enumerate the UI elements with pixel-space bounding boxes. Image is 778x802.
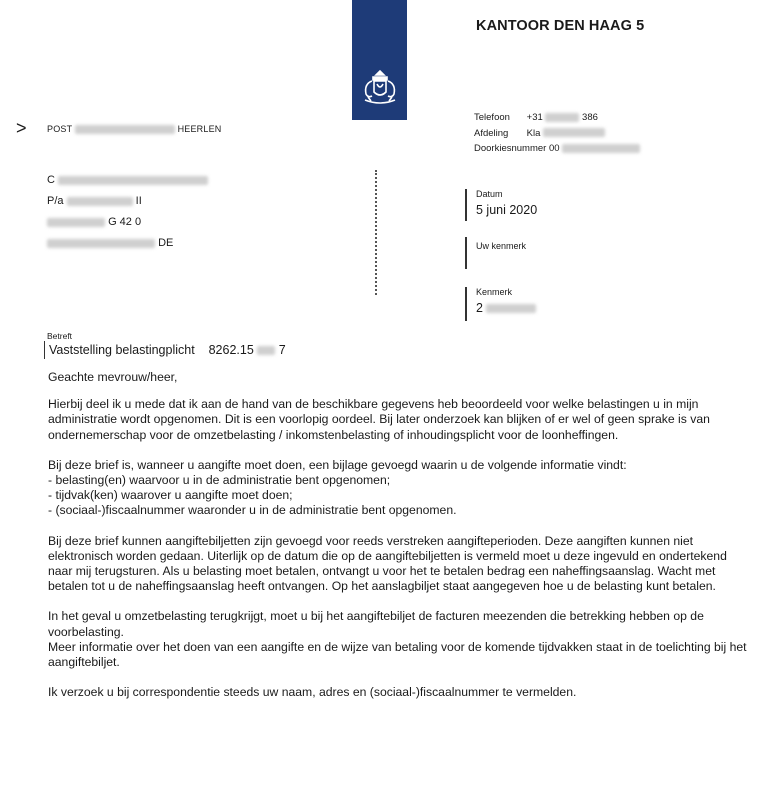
redaction bbox=[562, 144, 640, 153]
redaction bbox=[543, 128, 605, 137]
redaction bbox=[47, 218, 105, 227]
recipient-line-1 bbox=[47, 170, 208, 191]
date-value: 5 juni 2020 bbox=[476, 203, 538, 217]
contact-block bbox=[474, 110, 640, 157]
your-reference-field bbox=[465, 237, 526, 269]
reference-value bbox=[476, 301, 536, 315]
phone-label: Telefoon bbox=[474, 112, 510, 123]
department-value: Kla bbox=[526, 127, 541, 139]
paragraph-2-intro: Bij deze brief is, wanneer u aangifte moet doen, een bijlage gevoegd waarin u de volgende informatie vindt: bbox=[48, 457, 627, 472]
list-item: - (sociaal-)fiscaalnummer waaronder u in de administratie bent opgenomen. bbox=[48, 503, 457, 518]
recipient-line-3 bbox=[47, 212, 208, 233]
subject-number-start: 8262.15 bbox=[208, 343, 254, 357]
paragraph-4-text: In het geval u omzetbelasting terugkrijgt, moet u bij het aangiftebiljet de facturen meezenden die betrekking hebben op de voorbelasting. bbox=[48, 609, 704, 639]
reference-label: Kenmerk bbox=[476, 287, 513, 297]
list-item: - tijdvak(ken) waarover u aangifte moet doen; bbox=[48, 488, 293, 503]
info-list bbox=[48, 473, 748, 519]
return-address bbox=[47, 124, 221, 134]
arrow-icon: > bbox=[16, 118, 27, 138]
department-label: Afdeling bbox=[474, 127, 509, 139]
subject-line bbox=[44, 341, 286, 359]
list-item: - belasting(en) waarvoor u in de administratie bent opgenomen; bbox=[48, 473, 391, 488]
direct-number-value: 00 bbox=[548, 143, 560, 154]
your-reference-label: Uw kenmerk bbox=[476, 241, 527, 251]
return-address-suffix: HEERLEN bbox=[177, 124, 222, 134]
redaction bbox=[75, 125, 175, 134]
redaction bbox=[58, 176, 208, 185]
fold-line bbox=[375, 170, 377, 295]
recipient-line-2-end: II bbox=[135, 195, 142, 207]
date-field bbox=[465, 189, 537, 221]
recipient-line-2 bbox=[47, 191, 208, 212]
phone-suffix: 386 bbox=[582, 112, 598, 123]
paragraph-4 bbox=[48, 609, 748, 670]
paragraph-3: Bij deze brief kunnen aangiftebiljetten zijn gevoegd voor reeds verstreken aangifteperioden. Deze aangiften kunnen niet elektronisch worden gedaan. Uiterlijk op de datum die op de aangiftebiljetten is vermeld moet u deze ingevuld en ondertekend naar mij terugsturen. Als u belasting moet betalen, ontvangt u voor het te betalen bedrag een naheffingsaanslag. Wacht met betalen tot u de naheffingsaanslag heeft ontvangen. Op het aanslagbiljet staat aangegeven hoe u de belasting kunt betalen. bbox=[48, 533, 727, 594]
paragraph-2 bbox=[48, 458, 748, 519]
reference-field bbox=[465, 287, 536, 321]
subject-number-end: 7 bbox=[278, 343, 286, 357]
recipient-line-2-text: P/a bbox=[47, 195, 64, 207]
recipient-line-3-end: G 42 0 bbox=[108, 216, 142, 228]
recipient-line-1-text: C bbox=[47, 174, 55, 186]
paragraph-5-text: Meer informatie over het doen van een aangifte en de wijze van betaling voor de komende tijdvakken staat in de toelichting bij het aangiftebiljet. bbox=[48, 639, 747, 670]
government-logo bbox=[352, 0, 407, 120]
subject-text: Vaststelling belastingplicht bbox=[49, 343, 195, 357]
coat-of-arms-icon bbox=[359, 68, 401, 108]
letter-body bbox=[48, 370, 748, 715]
redaction bbox=[257, 346, 275, 355]
redaction bbox=[545, 113, 579, 122]
direct-number-label: Doorkiesnummer bbox=[474, 143, 547, 154]
phone-value: +31 bbox=[526, 112, 543, 123]
recipient-line-4-end: DE bbox=[158, 237, 174, 249]
department-row bbox=[474, 126, 640, 142]
date-label: Datum bbox=[476, 189, 503, 199]
recipient-line-4 bbox=[47, 233, 208, 254]
subject-label: Betreft bbox=[47, 331, 73, 341]
office-heading: KANTOOR DEN HAAG 5 bbox=[476, 18, 645, 34]
paragraph-6: Ik verzoek u bij correspondentie steeds uw naam, adres en (sociaal-)fiscaalnummer te vermelden. bbox=[48, 685, 577, 700]
return-address-prefix: POST bbox=[47, 124, 73, 134]
recipient-address bbox=[47, 170, 208, 254]
salutation: Geachte mevrouw/heer, bbox=[48, 370, 178, 384]
phone-row bbox=[474, 110, 640, 126]
redaction bbox=[67, 197, 133, 206]
paragraph-1: Hierbij deel ik u mede dat ik aan de hand van de beschikbare gegevens heb beoordeeld voor welke belastingen u in mijn administratie wordt opgenomen. Dit is een voorlopig oordeel. Bij later onderzoek kan blijken of er wel of geen sprake is van ondernemerschap voor de omzetbelasting / inkomstenbelasting of inhoudingsplicht voor de loonheffingen. bbox=[48, 397, 710, 442]
direct-number-row bbox=[474, 141, 640, 157]
redaction bbox=[47, 239, 155, 248]
redaction bbox=[486, 304, 536, 313]
reference-value-text: 2 bbox=[476, 301, 483, 315]
